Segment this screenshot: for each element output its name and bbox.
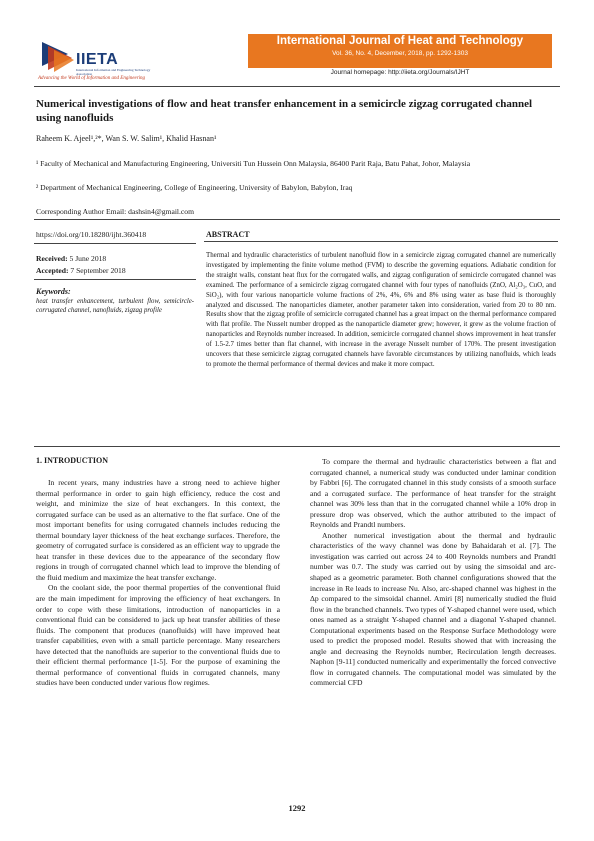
header-divider: [34, 86, 560, 87]
accepted-label: Accepted:: [36, 266, 69, 275]
accepted-value: 7 September 2018: [70, 266, 126, 275]
logo-subtitle: International Information and Engineering Technology Association: [76, 68, 151, 76]
journal-homepage-link[interactable]: Journal homepage: http://iieta.org/Journals/IJHT: [330, 69, 470, 76]
corresponding-author[interactable]: Corresponding Author Email: dashsin4@gmail.com: [36, 207, 195, 216]
journal-title: International Journal of Heat and Technology: [276, 35, 524, 47]
doi-divider: [34, 243, 196, 244]
doi-link[interactable]: https://doi.org/10.18280/ijht.360418: [36, 230, 147, 239]
body-column-right: [310, 457, 556, 689]
paragraph: In recent years, many industries have a strong need to achieve higher thermal performance in order to gain high efficiency, reduce the cost and weight, and minimize the size of heat exchangers. In this context, the corrugated surface can be used as an alternative to the flat surface. One of the most important benefits for using corrugated channels includes reducing the thermal boundary layer thickness of the heat exchange surfaces. Therefore, the geometry of corrugated surface is considered as an efficient way to upgrade the heat transfer in these devices due to the appearance of the secondary flow regions in trough of corrugated channel which lead to improve the blending of the fluid medium and maximize the heat transfer exchange.: [36, 478, 280, 582]
abstract-divider: [204, 241, 558, 242]
logo-tagline: Advancing the World of Information and Engineering: [38, 76, 146, 81]
paragraph: To compare the thermal and hydraulic characteristics between a flat and corrugated channel, a numerical study was conducted under laminar condition by Fabbri [6]. The corrugated channel in this study consists of a smooth surface and a corrugated surface. The performance of heat transfer for the straight channel was 30% less than that in the corrugated channel while a 10% drop in pressure drop was observed, which the author attributed to the impact of Reynolds and Prandtl numbers.: [310, 457, 556, 530]
abstract-bottom-divider: [34, 446, 560, 447]
received-value: 5 June 2018: [69, 254, 107, 263]
paper-title: Numerical investigations of flow and heat transfer enhancement in a semicircle zigzag corrugated channel using nanofluids: [36, 98, 533, 124]
affiliation-1: ¹ Faculty of Mechanical and Manufacturing Engineering, Universiti Tun Hussein Onn Malaysia, 86400 Parit Raja, Batu Pahat, Johor, Malaysia: [36, 159, 471, 168]
dates-divider: [34, 279, 196, 280]
paragraph: On the coolant side, the poor thermal properties of the conventional fluid are the main impediment for improving the efficiency of heat exchangers. In order to cope with these limitations, introduction of nanoparticles in a conventional fluid can be considered to jack up heat transfer abilities of these fluids. The component that produces (nanofluids) will have improved heat transfer capabilities, even with a small particle percentage. Many researchers have detected that the nanofluids are superior to the conventional fluids due to their efficient thermal performance [1-5]. For the purpose of examining the thermal performance of conventional fluids in corrugated channels, many studies have been conducted under various flow regimes.: [36, 583, 280, 688]
section-heading-introduction: 1. INTRODUCTION: [36, 456, 109, 465]
abstract-text: Thermal and hydraulic characteristics of turbulent nanofluid flow in a semicircle zigzag corrugated channel are numerically investigated by implementing the finite volume method (FVM) to describe the governing equations. Adiabatic condition for the straight walls, constant heat flux for the corrugated walls, and zigzag configuration of semicircle corrugated channel was examined. The performance of a semicircle zigzag corrugated channel with four types of nanofluids (ZnO, Al₂O₃, CuO, and SiO₂), with four various nanoparticle volume fractions of 2%, 4%, 6% and 8% using water as base fluid is thoroughly analyzed and discussed. The nanoparticles diameter, another parameter taken into consideration, varied from 20 to 80 nm. Results show that the zigzag profile of semicircle corrugated channel has a great impact on the thermal performance compared with flat profile. The Nusselt number dropped as the nanoparticle diameter grew; however, it grew as the volume fraction of nanoparticles and Reynolds number increased. In addition, semicircle corrugated channel shows improvement in heat transfer of 1.5-2.7 times better than flat channel, with increase in the average Nusselt number of 170%. The present investigation uncovers that these semicircle zigzag corrugated channels have favorable circumstances by utilizing nanofluids, which leads to promote the thermal performance of thermal devices and make it more compact.: [206, 252, 556, 368]
authors-divider: [34, 219, 560, 220]
author-list: Raheem K. Ajeel¹,²*, Wan S. W. Salim¹, Khalid Hasnan¹: [36, 134, 217, 143]
body-column-left: [36, 478, 280, 689]
accepted-date: [36, 266, 126, 275]
received-date: [36, 254, 106, 263]
keywords-heading: Keywords:: [36, 287, 71, 296]
affiliation-2: ² Department of Mechanical Engineering, College of Engineering, University of Babylon, Babylon, Iraq: [36, 183, 353, 192]
paragraph: Another numerical investigation about the thermal and hydraulic characteristics of the wavy channel was done by Bahaidarah et al. [7]. The investigation was carried out across 24 to 400 Reynolds numbers and Prandtl number was 0.7. The study was carried out by using the simsoidal and arc-shaped as a geometric parameter. Both channel configurations showed that the increase in Re leads to increase Nu. Also, arc-shaped channel was highest in the Δp compared to the simsoidal channel. Amiri [8] numerically studied the fluid flow in the branched channels. Two types of Y-shaped channel were used, which ones named as a straight Y-shaped channel and a diagonal Y-shaped channel. Computational experiments based on the Response Surface Methodology were used to predict the proposed model. Results showed that with increasing the angle and decreasing the Reynolds number, Recirculation length decreases. Naphon [9-11] conducted numerically and experimentally the forced convective flow in corrugated channels. The computational model was simulated by the commercial CFD: [310, 530, 556, 688]
keywords-list: heat transfer enhancement, turbulent flow, semicircle-corrugated channel, nanofluids, zigzag profile: [36, 298, 194, 314]
logo-text: IIETA: [76, 51, 119, 68]
abstract-heading: ABSTRACT: [206, 230, 250, 239]
page-number: 1292: [288, 803, 306, 813]
journal-volume: Vol. 36, No. 4, December, 2018, pp. 1292-1303: [332, 50, 468, 57]
received-label: Received:: [36, 254, 68, 263]
